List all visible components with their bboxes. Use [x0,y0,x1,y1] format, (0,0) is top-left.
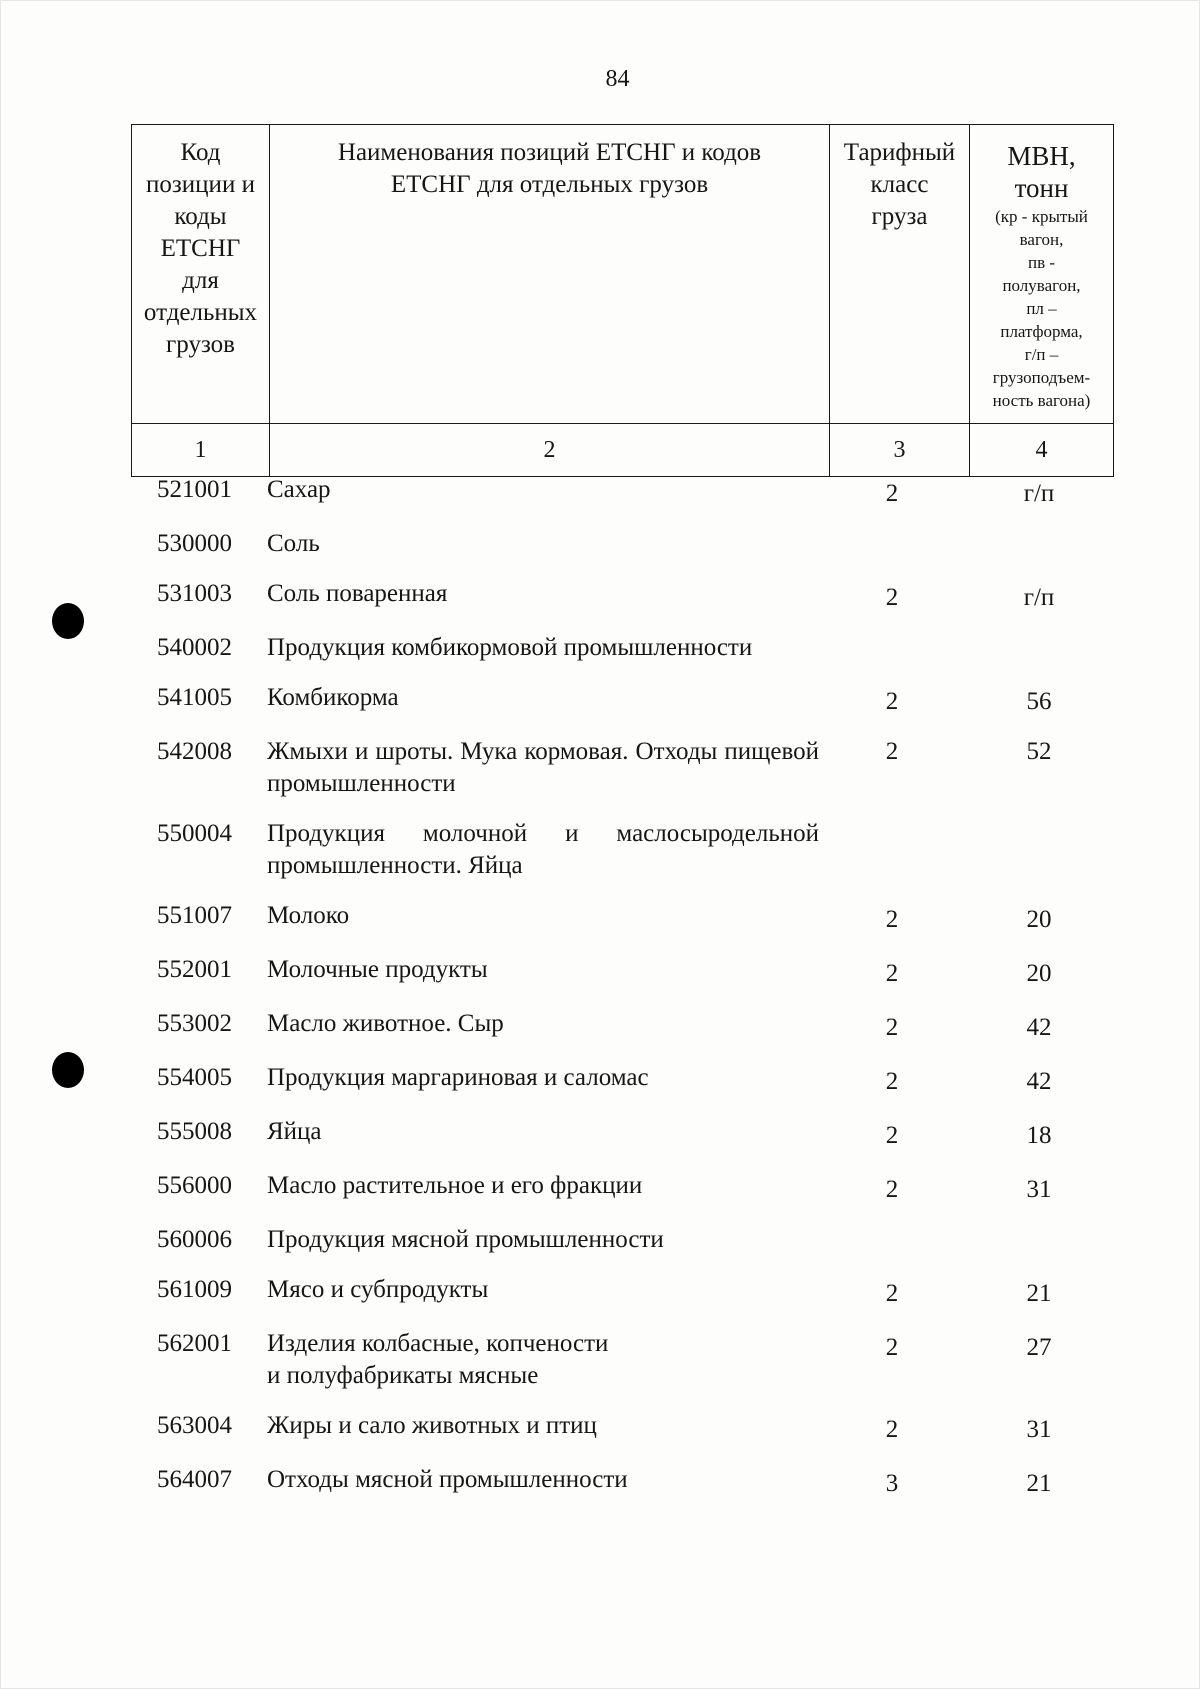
table-row [131,528,1113,560]
mvn-value: г/п [1023,480,1055,507]
tariff-class: 2 [885,960,899,987]
column-number: 2 [270,424,830,477]
table-row [131,1464,1113,1500]
mvn-value: 18 [1026,1122,1052,1149]
table-header [131,124,1114,477]
tariff-class: 2 [885,1334,899,1361]
table-row [131,632,1113,664]
mvn-value: г/п [1023,584,1055,611]
cargo-code: 561009 [157,1276,232,1303]
tariff-class: 2 [885,584,899,611]
tariff-class: 3 [885,1470,899,1497]
mvn-value: 31 [1026,1176,1052,1203]
tariff-class: 2 [885,1416,899,1443]
header-name: Наименования позиций ЕТСНГ и кодов ЕТСНГ для отдельных грузов [270,125,830,424]
page-number: 84 [605,66,630,92]
mvn-value [965,818,1113,882]
tariff-class: 2 [885,1176,899,1203]
mvn-value: 42 [1026,1068,1052,1095]
tariff-class: 2 [885,738,899,765]
cargo-name: Молоко [267,902,350,929]
cargo-code: 556000 [157,1172,232,1199]
cargo-code: 531003 [157,580,232,607]
punch-hole [52,603,84,639]
cargo-name: Молочные продукты [267,956,488,983]
cargo-code: 542008 [157,738,232,765]
cargo-code: 553002 [157,1010,232,1037]
cargo-code: 551007 [157,902,232,929]
mvn-value: 42 [1026,1014,1052,1041]
cargo-code: 563004 [157,1412,232,1439]
header-mvn: МВН, тонн (кр - крытый вагон, пв - полувагон, пл – платформа, г/п – грузоподъем- ность вагона) [970,125,1114,424]
cargo-name: Масло животное. Сыр [267,1010,504,1037]
cargo-code: 521001 [157,476,232,503]
tariff-class: 2 [885,1280,899,1307]
mvn-value: 21 [1026,1470,1052,1497]
cargo-name: Соль [267,530,320,557]
table-row [131,682,1113,718]
table-row [131,736,1113,800]
tariff-class: 2 [885,906,899,933]
cargo-name: Продукция мясной промышленности [267,1226,664,1253]
cargo-code: 554005 [157,1064,232,1091]
cargo-name: Продукция маргариновая и саломас [267,1064,649,1091]
cargo-list [131,474,1113,1518]
header-tariff-class: Тарифный класс груза [830,125,970,424]
tariff-class: 2 [885,688,899,715]
table-row [131,578,1113,614]
table-row [131,474,1113,510]
table-row [131,1224,1113,1256]
tariff-class: 2 [885,1068,899,1095]
cargo-name: Мясо и субпродукты [267,1276,489,1303]
tariff-class [819,818,965,882]
cargo-name: Изделия колбасные, копчености [267,1330,609,1357]
table-row [131,900,1113,936]
cargo-name: Соль поваренная [267,580,448,607]
tariff-class: 2 [885,1122,899,1149]
cargo-name-continued: и полуфабрикаты мясные [267,1362,539,1389]
cargo-code: 552001 [157,956,232,983]
cargo-name: Жмыхи и шроты. Мука кормовая. Отходы пищевой промышленности [267,738,819,797]
cargo-code: 540002 [157,634,232,661]
cargo-name: Отходы мясной промышленности [267,1466,628,1493]
punch-hole [52,1052,84,1088]
cargo-code: 541005 [157,684,232,711]
cargo-name: Продукция молочной и маслосыродельной промышленности. Яйца [267,820,819,879]
cargo-name-block [259,1328,819,1392]
cargo-code: 550004 [157,820,232,847]
mvn-value: 20 [1026,960,1052,987]
tariff-class [819,528,965,560]
table-row [131,1116,1113,1152]
mvn-value: 52 [1026,738,1052,765]
table-row [131,818,1113,882]
table-row [131,1410,1113,1446]
cargo-name: Комбикорма [267,684,399,711]
tariff-class: 2 [885,480,899,507]
mvn-value: 56 [1026,688,1052,715]
table-row [131,1170,1113,1206]
column-number: 4 [970,424,1114,477]
mvn-value: 20 [1026,906,1052,933]
cargo-code: 560006 [157,1226,232,1253]
cargo-code: 564007 [157,1466,232,1493]
cargo-code: 530000 [157,530,232,557]
table-row [131,954,1113,990]
table-row [131,1274,1113,1310]
mvn-value: 31 [1026,1416,1052,1443]
cargo-code: 562001 [157,1330,232,1357]
column-number: 1 [132,424,270,477]
cargo-name: Жиры и сало животных и птиц [267,1412,597,1439]
column-number: 3 [830,424,970,477]
table-row [131,1328,1113,1392]
mvn-value: 21 [1026,1280,1052,1307]
cargo-name: Сахар [267,476,331,503]
cargo-name: Яйца [267,1118,322,1145]
header-code: Код позиции и коды ЕТСНГ для отдельных грузов [132,125,270,424]
mvn-value: 27 [1026,1334,1052,1361]
cargo-name: Масло растительное и его фракции [267,1172,643,1199]
cargo-code: 555008 [157,1118,232,1145]
cargo-name: Продукция комбикормовой промышленности [267,634,753,661]
tariff-class: 2 [885,1014,899,1041]
mvn-value [965,528,1113,560]
table-row [131,1008,1113,1044]
table-row [131,1062,1113,1098]
